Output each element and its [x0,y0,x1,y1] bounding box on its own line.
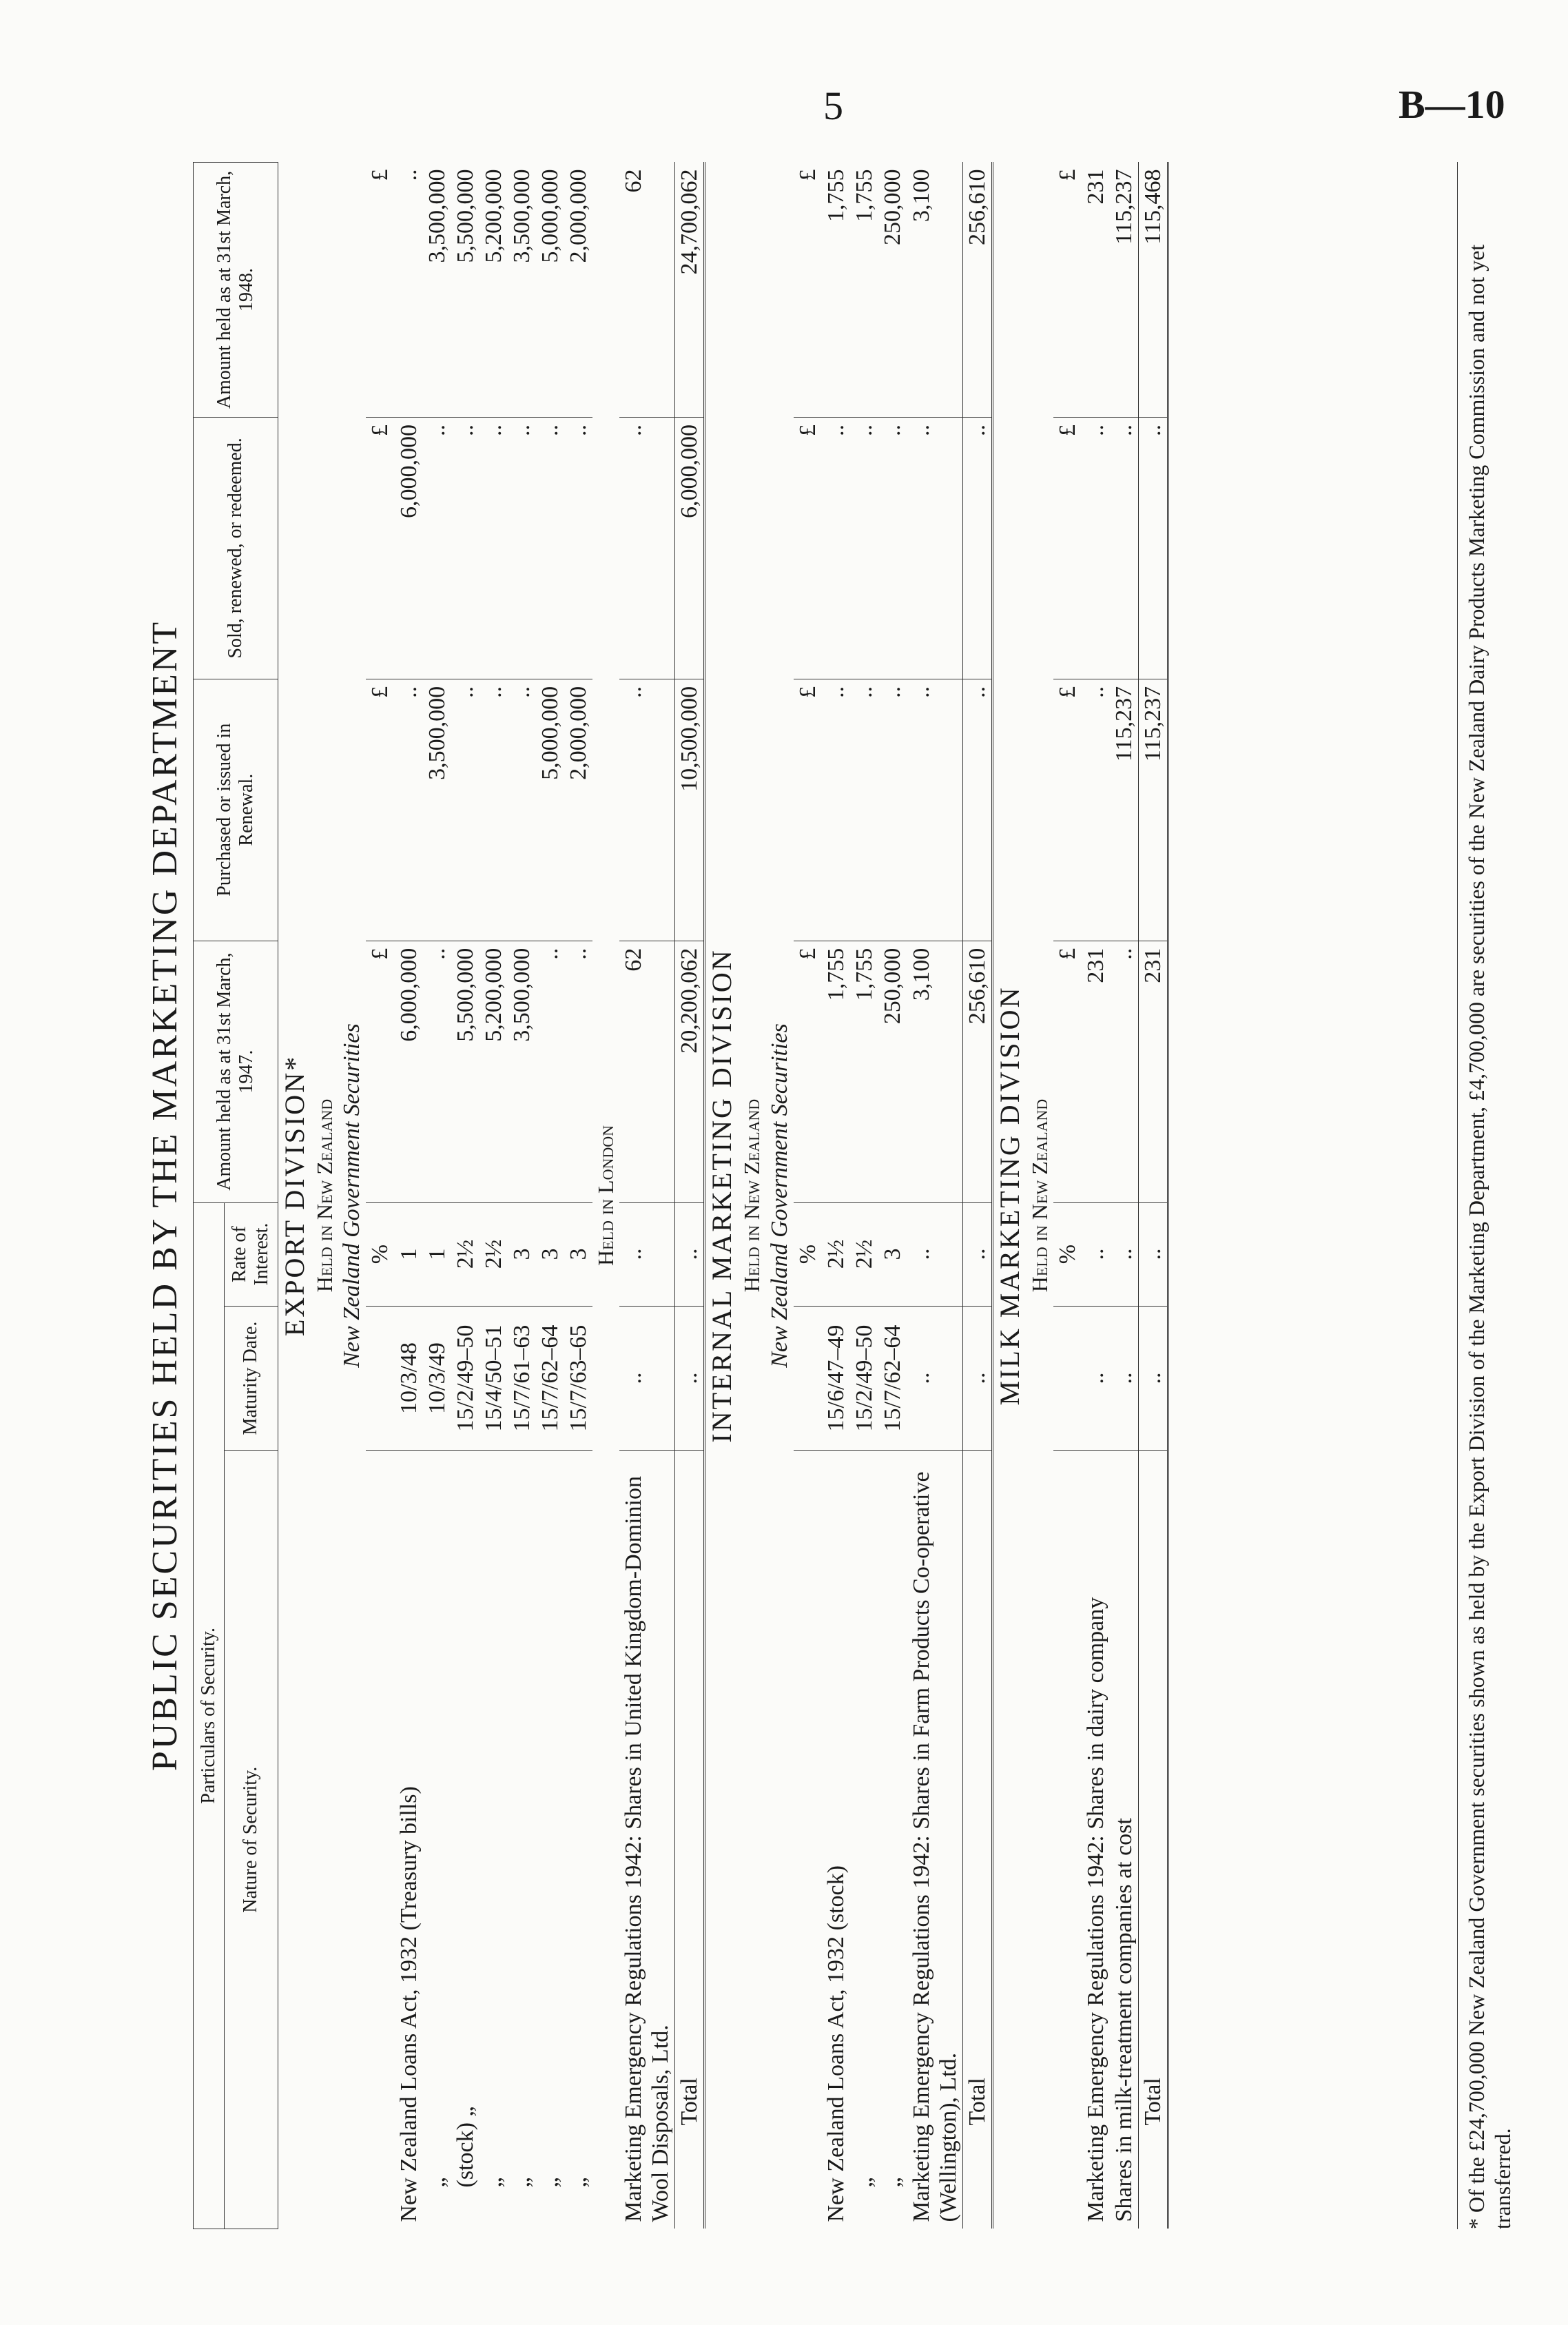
total-rate: .. [675,1202,705,1306]
export-nz-gov-text: New Zealand Government Securities [339,1023,365,1368]
pound-unit-held-1948: £ [366,163,394,418]
rate-cell: 2½ [451,1202,479,1306]
nature-cell: „ [424,2177,450,2188]
maturity-cell: 10/3/49 [423,1306,451,1451]
held-1947-cell: .. [564,941,592,1202]
internal-division-heading [705,163,739,2229]
milk-units-blank-maturity [1053,1306,1082,1451]
held-1947-cell: .. [536,941,564,1202]
internal-held-nz [739,163,765,2229]
export-division-heading-text: EXPORT DIVISION* [278,1054,310,1337]
rate-cell: .. [1110,1202,1139,1306]
internal-row [907,163,963,2229]
total-sold: .. [1138,417,1168,679]
held-1948-cell: 250,000 [878,163,907,418]
total-held-1948: 24,700,062 [675,163,705,418]
total-label: Total [675,1451,705,2229]
pound-unit-sold: £ [1053,417,1082,679]
nature-cell: „ [508,2177,535,2188]
page-code: B—10 [1399,82,1505,127]
held-1948-cell: 5,000,000 [536,163,564,418]
total-maturity: .. [1138,1306,1168,1451]
export-row [479,163,508,2229]
sold-cell: .. [1110,417,1139,679]
total-label: Total [962,1451,992,2229]
held-1948-cell: 1,755 [850,163,878,418]
purchased-cell: 115,237 [1110,679,1139,941]
total-held-1947: 20,200,062 [675,941,705,1202]
rate-cell: 2½ [822,1202,850,1306]
rate-cell: .. [1082,1202,1110,1306]
export-row [564,163,592,2229]
held-1948-cell: 3,500,000 [423,163,451,418]
held-1947-cell: 6,000,000 [395,941,423,1202]
maturity-cell: .. [1082,1306,1110,1451]
maturity-cell: .. [619,1306,675,1451]
held-1947-cell: 250,000 [878,941,907,1202]
purchased-cell: 5,000,000 [536,679,564,941]
pound-unit-purchased: £ [366,679,394,941]
nature-cell: Marketing Emergency Regulations 1942: Shares in Farm Products Co-operative (Wellington), Ltd. [908,1471,961,2222]
purchased-cell: .. [878,679,907,941]
nature-cell: „ [880,2177,906,2188]
nature-cell: „ [852,2177,878,2188]
sold-cell: .. [536,417,564,679]
header-held-1948: Amount held as at 31st March, 1948. [194,163,278,418]
export-held-nz-text: Held in New Zealand [311,1098,337,1293]
rate-cell: 3 [564,1202,592,1306]
purchased-cell: 3,500,000 [423,679,451,941]
held-1947-cell: 1,755 [850,941,878,1202]
sold-cell: .. [508,417,536,679]
internal-total-row [962,163,992,2229]
export-nz-gov [338,163,366,2229]
held-1948-cell: 62 [619,163,675,418]
export-row [536,163,564,2229]
maturity-cell: 15/4/50–51 [479,1306,508,1451]
header-particulars: Particulars of Security. [194,1202,225,2229]
nature-cell: New Zealand Loans Act, 1932 (stock) [823,1865,849,2222]
total-held-1948: 256,610 [962,163,992,418]
export-row [508,163,536,2229]
purchased-cell: .. [850,679,878,941]
page-number: 5 [823,83,843,128]
export-held-london [592,163,619,2229]
nature-cell: Marketing Emergency Regulations 1942: Shares in dairy company [1082,1597,1108,2222]
export-held-london-text: Held in London [593,1125,619,1267]
rate-cell: 3 [508,1202,536,1306]
percent-unit: % [366,1202,394,1306]
pound-unit-held-1948: £ [1053,163,1082,418]
internal-nz-gov-text: New Zealand Government Securities [767,1023,793,1368]
held-1947-cell: 3,500,000 [508,941,536,1202]
internal-row [850,163,878,2229]
milk-units-blank-nature [1053,1451,1082,2229]
maturity-cell: 15/2/49–50 [850,1306,878,1451]
pound-unit-sold: £ [366,417,394,679]
maturity-cell: 10/3/48 [395,1306,423,1451]
internal-row [822,163,850,2229]
pound-unit-purchased: £ [1053,679,1082,941]
sold-cell: .. [451,417,479,679]
export-row [423,163,451,2229]
nature-cell: „ [537,2177,564,2188]
pound-unit-held-1947: £ [366,941,394,1202]
securities-table-body [278,163,1168,2229]
nature-cell: (stock) „ [452,2106,478,2188]
rate-cell: .. [619,1202,675,1306]
internal-units [794,163,822,2229]
purchased-cell: .. [1082,679,1110,941]
sold-cell: .. [822,417,850,679]
milk-row [1110,163,1139,2229]
milk-held-nz [1027,163,1053,2229]
milk-division-heading [992,163,1027,2229]
sold-cell: .. [878,417,907,679]
pound-unit-held-1948: £ [794,163,822,418]
page-title: PUBLIC SECURITIES HELD BY THE MARKETING DEPARTMENT [145,619,185,1772]
internal-units-blank-nature [794,1451,822,2229]
export-row [451,163,479,2229]
held-1947-cell: 1,755 [822,941,850,1202]
maturity-cell: 15/7/63–65 [564,1306,592,1451]
rotated-page [145,162,1536,2229]
sold-cell: .. [479,417,508,679]
rate-cell: .. [907,1202,963,1306]
purchased-cell: .. [822,679,850,941]
rate-cell: 3 [536,1202,564,1306]
sold-cell: 6,000,000 [395,417,423,679]
held-1948-cell: 5,500,000 [451,163,479,418]
percent-unit: % [1053,1202,1082,1306]
nature-cell: „ [566,2177,592,2188]
header-rate: Rate of Interest. [225,1202,278,1306]
rate-cell: 1 [423,1202,451,1306]
pound-unit-held-1947: £ [794,941,822,1202]
header-purchased: Purchased or issued in Renewal. [194,679,278,941]
pound-unit-sold: £ [794,417,822,679]
maturity-cell: 15/2/49–50 [451,1306,479,1451]
internal-held-nz-text: Held in New Zealand [739,1098,765,1293]
sold-cell: .. [1082,417,1110,679]
internal-nz-gov [765,163,794,2229]
maturity-cell: .. [1110,1306,1139,1451]
rate-cell: 3 [878,1202,907,1306]
held-1948-cell: 231 [1082,163,1110,418]
purchased-cell: .. [619,679,675,941]
held-1948-cell: 2,000,000 [564,163,592,418]
export-units-blank-maturity [366,1306,394,1451]
total-held-1947: 231 [1138,941,1168,1202]
export-total-row [675,163,705,2229]
sold-cell: .. [619,417,675,679]
total-rate: .. [962,1202,992,1306]
held-1947-cell: 231 [1082,941,1110,1202]
pound-unit-held-1947: £ [1053,941,1082,1202]
milk-held-nz-text: Held in New Zealand [1027,1098,1052,1293]
total-maturity: .. [962,1306,992,1451]
pound-unit-purchased: £ [794,679,822,941]
header-nature: Nature of Security. [225,1451,278,2229]
purchased-cell: .. [451,679,479,941]
held-1948-cell: 5,200,000 [479,163,508,418]
milk-division-heading-text: MILK MARKETING DIVISION [993,985,1025,1406]
export-row [395,163,423,2229]
maturity-cell: .. [907,1306,963,1451]
milk-units [1053,163,1082,2229]
held-1948-cell: 1,755 [822,163,850,418]
maturity-cell: 15/7/62–64 [878,1306,907,1451]
total-maturity: .. [675,1306,705,1451]
maturity-cell: 15/6/47–49 [822,1306,850,1451]
purchased-cell: .. [479,679,508,941]
held-1947-cell: .. [423,941,451,1202]
total-held-1948: 115,468 [1138,163,1168,418]
sold-cell: .. [423,417,451,679]
rate-cell: 2½ [850,1202,878,1306]
header-held-1947: Amount held as at 31st March, 1947. [194,941,278,1202]
total-label: Total [1138,1451,1168,2229]
nature-cell: Marketing Emergency Regulations 1942: Shares in United Kingdom-Dominion Wool Disposals, Ltd. [621,1476,674,2222]
held-1947-cell: .. [1110,941,1139,1202]
maturity-cell: 15/7/62–64 [536,1306,564,1451]
held-1948-cell: .. [395,163,423,418]
header-maturity: Maturity Date. [225,1306,278,1451]
total-rate: .. [1138,1202,1168,1306]
total-purchased: 10,500,000 [675,679,705,941]
total-purchased: .. [962,679,992,941]
total-held-1947: 256,610 [962,941,992,1202]
held-1948-cell: 3,500,000 [508,163,536,418]
sold-cell: .. [564,417,592,679]
purchased-cell: .. [907,679,963,941]
nature-cell: Shares in milk-treatment companies at cost [1111,1818,1137,2222]
securities-table [193,162,1169,2229]
export-held-nz [311,163,338,2229]
footnote: * Of the £24,700,000 New Zealand Government securities shown as held by the Export Division of the Marketing Department, £4,700,000 are securities of the New Zealand Dairy Products Marketing Commission and not yet transferred. [1457,162,1516,2229]
purchased-cell: 2,000,000 [564,679,592,941]
percent-unit: % [794,1202,822,1306]
held-1947-cell: 62 [619,941,675,1202]
nature-cell: New Zealand Loans Act, 1932 (Treasury bills) [395,1786,422,2222]
total-sold: 6,000,000 [675,417,705,679]
export-units [366,163,394,2229]
rate-cell: 1 [395,1202,423,1306]
internal-row [878,163,907,2229]
purchased-cell: .. [508,679,536,941]
total-sold: .. [962,417,992,679]
milk-row [1082,163,1110,2229]
purchased-cell: .. [395,679,423,941]
total-purchased: 115,237 [1138,679,1168,941]
maturity-cell: 15/7/61–63 [508,1306,536,1451]
export-london-row [619,163,675,2229]
nature-cell: „ [480,2177,506,2188]
held-1948-cell: 115,237 [1110,163,1139,418]
held-1947-cell: 5,200,000 [479,941,508,1202]
sold-cell: .. [907,417,963,679]
sold-cell: .. [850,417,878,679]
header-sold: Sold, renewed, or redeemed. [194,417,278,679]
held-1947-cell: 3,100 [907,941,963,1202]
milk-total-row [1138,163,1168,2229]
export-units-blank-nature [366,1451,394,2229]
export-division-heading [278,163,311,2229]
rate-cell: 2½ [479,1202,508,1306]
internal-division-heading-text: INTERNAL MARKETING DIVISION [706,948,738,1443]
held-1948-cell: 3,100 [907,163,963,418]
internal-units-blank-maturity [794,1306,822,1451]
held-1947-cell: 5,500,000 [451,941,479,1202]
